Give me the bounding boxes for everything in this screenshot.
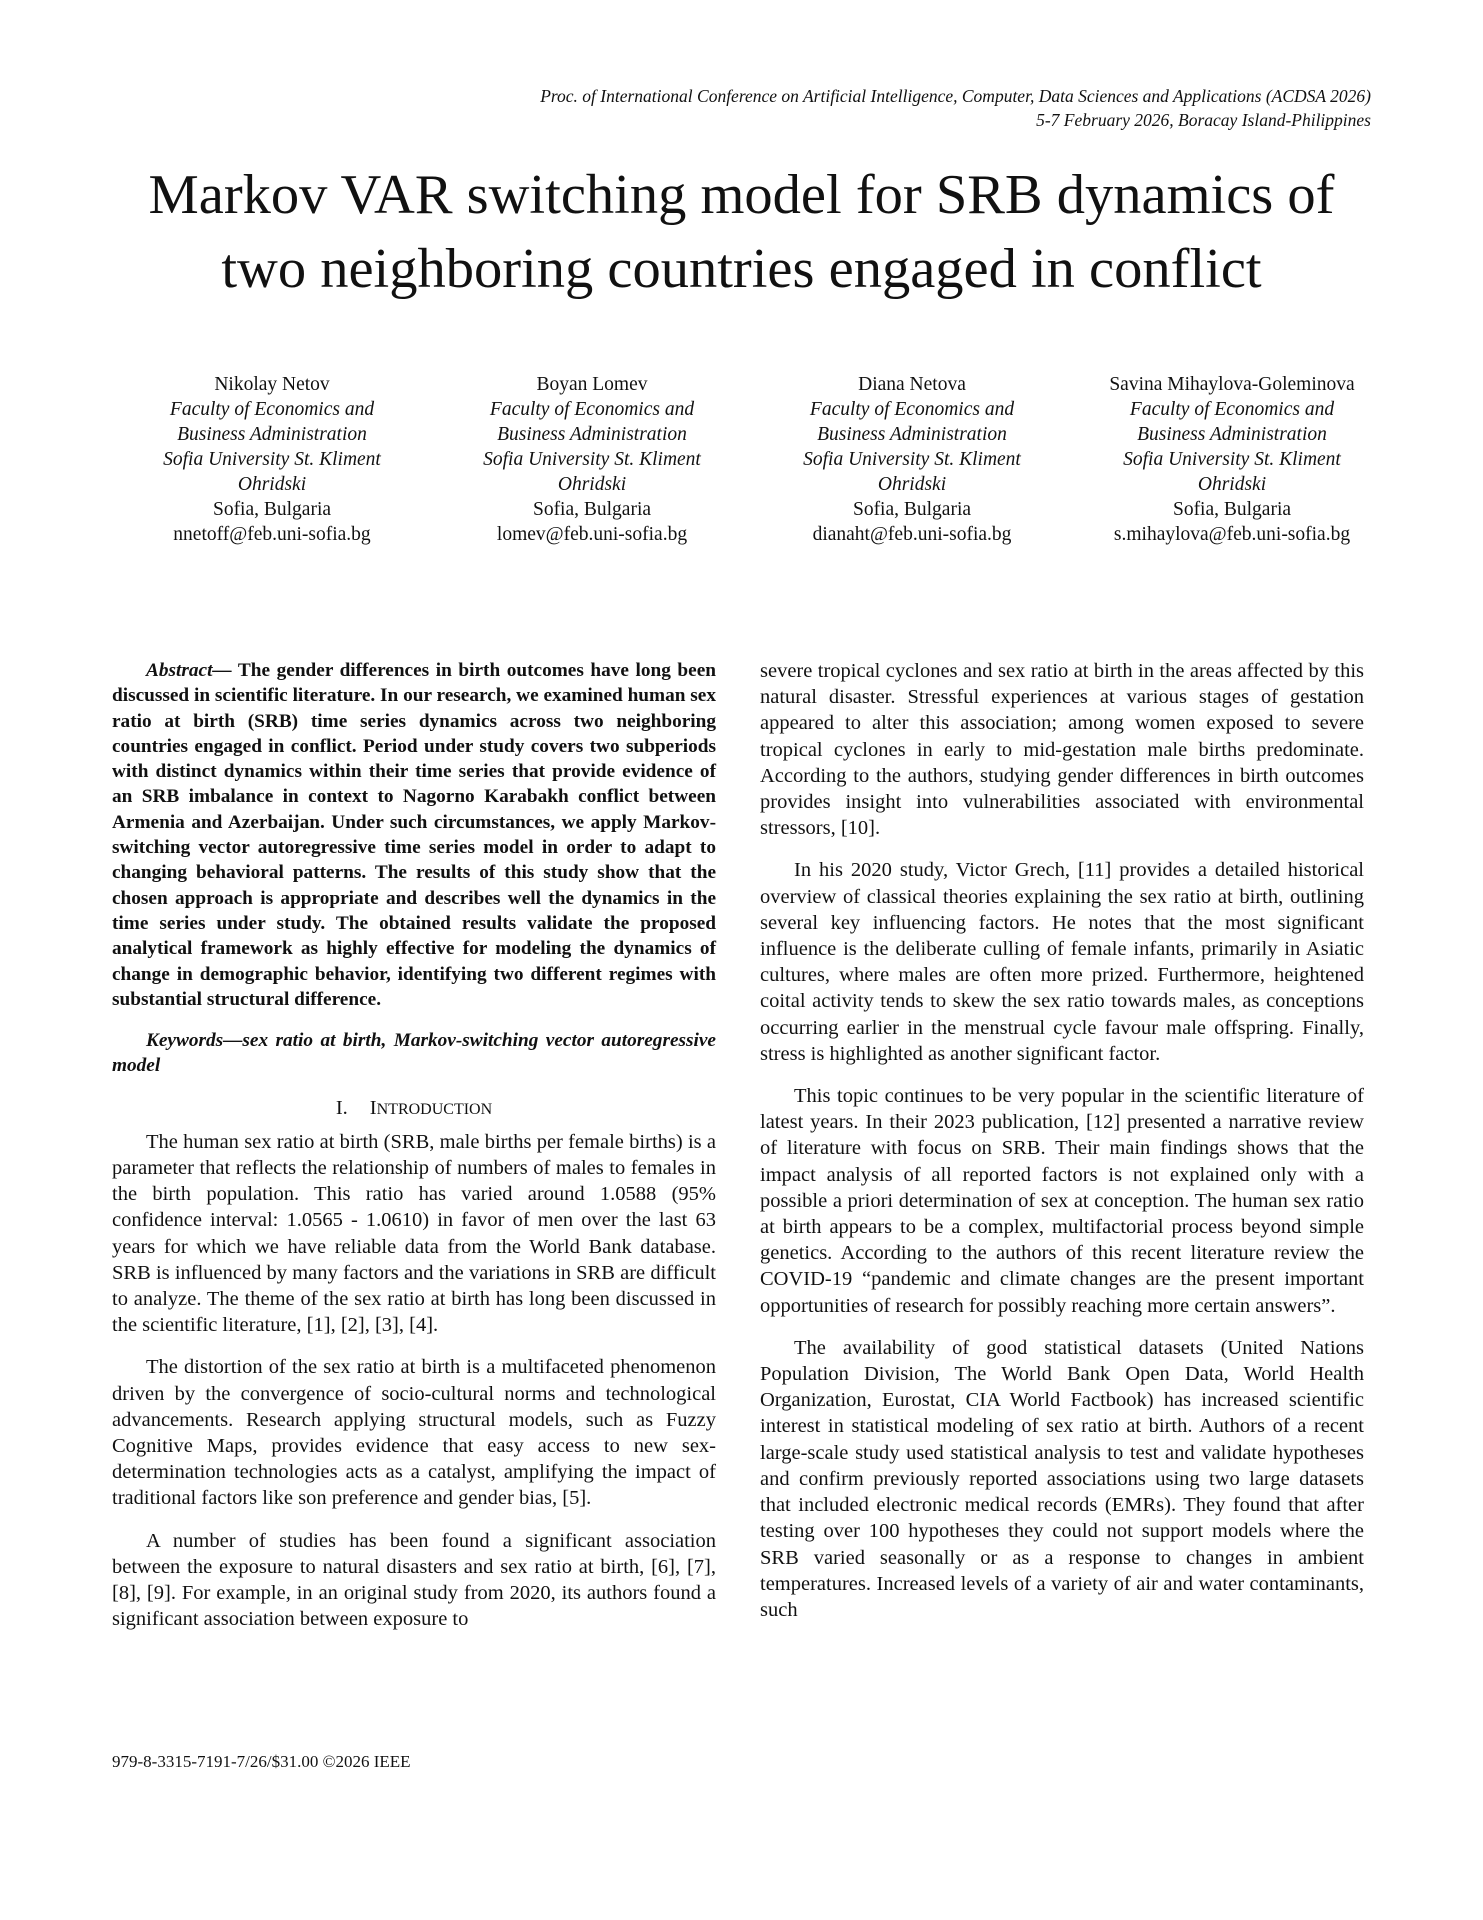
author-block	[112, 372, 1372, 552]
author-affiliation: Faculty of Economics and	[1129, 399, 1335, 420]
section-heading-introduction	[112, 1095, 716, 1123]
author-name: Boyan Lomev	[536, 374, 648, 395]
author-affiliation: Faculty of Economics and	[169, 399, 375, 420]
author-email: dianaht@feb.uni-sofia.bg	[812, 524, 1012, 545]
author-affiliation: Sofia University St. Kliment	[483, 449, 701, 470]
body-paragraph: The human sex ratio at birth (SRB, male births per female births) is a parameter that reflects the relationship of numbers of males to females in the birth population. This ratio has varied around 1.0588 (95% confidence interval: 1.0565 - 1.0610) in favor of men over the last 63 years for which we have reliable data from the World Bank database. SRB is influenced by many factors and the variations in SRB are difficult to analyze. The theme of the sex ratio at birth has long been discussed in the scientific literature, [1], [2], [3], [4].	[112, 1130, 716, 1337]
author-affiliation: Sofia University St. Kliment	[163, 449, 381, 470]
body-paragraph: In his 2020 study, Victor Grech, [11] provides a detailed historical overview of classical theories explaining the sex ratio at birth, outlining several key influencing factors. He notes that the most significant influence is the deliberate culling of female infants, primarily in Asiatic cultures, where males are often more prized. Furthermore, heightened coital activity tends to skew the sex ratio towards males, as conceptions occurring earlier in the menstrual cycle favour male offspring. Finally, stress is highlighted as another significant factor.	[760, 859, 1364, 1065]
author-4	[1072, 372, 1392, 547]
conference-name: Proc. of International Conference on Artificial Intelligence, Computer, Data Sciences and Applications (ACDSA 2026)	[540, 86, 1371, 106]
author-name: Nikolay Netov	[214, 374, 330, 395]
author-affiliation: Sofia University St. Kliment	[803, 449, 1021, 470]
paper-title	[60, 158, 1423, 306]
author-1	[112, 372, 432, 547]
author-affiliation: Business Administration	[497, 424, 687, 445]
body-paragraph: This topic continues to be very popular in the scientific literature of latest years. In their 2023 publication, [12] presented a narrative review of literature with focus on SRB. Their main findings shows that the impact analysis of all reported factors is not explained only with a possible a priori determination of sex at conception. The human sex ratio at birth appears to be a complex, multifactorial process beyond simple genetics. According to the authors of this recent literature review the COVID-19 “pandemic and climate changes are the present important opportunities of research for possibly reaching more certain answers”.	[760, 1085, 1364, 1317]
body-paragraph: The availability of good statistical datasets (United Nations Population Division, The World Bank Open Data, World Health Organization, Eurostat, CIA World Factbook) has increased scientific interest in statistical modeling of sex ratio at birth. Authors of a recent large-scale study used statistical analysis to test and validate hypotheses and confirm previously reported associations using two large datasets that included electronic medical records (EMRs). They found that after testing over 100 hypotheses they could not support models where the SRB varied seasonally or as a response to changes in ambient temperatures. Increased levels of a variety of air and water contaminants, such	[760, 1336, 1364, 1621]
left-column	[112, 658, 716, 1648]
body-paragraph: The distortion of the sex ratio at birth is a multifaceted phenomenon driven by the convergence of socio-cultural norms and technological advancements. Research applying structural models, such as Fuzzy Cognitive Maps, provides evidence that easy access to new sex-determination technologies acts as a catalyst, amplifying the impact of traditional factors like son preference and gender bias, [5].	[112, 1356, 716, 1510]
author-name: Savina Mihaylova-Goleminova	[1109, 374, 1355, 395]
section-title-rest: NTRODUCTION	[376, 1100, 493, 1118]
author-affiliation: Business Administration	[1137, 424, 1327, 445]
author-name: Diana Netova	[858, 374, 966, 395]
copyright-footer: 979-8-3315-7191-7/26/$31.00 ©2026 IEEE	[112, 1752, 411, 1771]
author-email: s.mihaylova@feb.uni-sofia.bg	[1113, 524, 1351, 545]
author-affiliation: Business Administration	[177, 424, 367, 445]
author-location: Sofia, Bulgaria	[852, 499, 972, 520]
section-title-initial: I	[369, 1096, 377, 1119]
body-paragraph: severe tropical cyclones and sex ratio at birth in the areas affected by this natural disaster. Stressful experiences at various stages of gestation appeared to alter this association; among women exposed to severe tropical cyclones in early to mid-gestation male births predominate. According to the authors, studying gender differences in birth outcomes provides insight into vulnerabilities associated with environmental stressors, [10].	[760, 660, 1364, 840]
author-email: lomev@feb.uni-sofia.bg	[496, 524, 688, 545]
section-number: I.	[335, 1096, 348, 1119]
author-location: Sofia, Bulgaria	[532, 499, 652, 520]
right-column	[760, 658, 1364, 1639]
author-email: nnetoff@feb.uni-sofia.bg	[173, 524, 371, 545]
author-affiliation: Ohridski	[557, 474, 627, 495]
author-affiliation: Faculty of Economics and	[489, 399, 695, 420]
author-3	[752, 372, 1072, 547]
abstract-lead: Abstract—	[146, 660, 232, 681]
author-affiliation: Faculty of Economics and	[809, 399, 1015, 420]
author-2	[432, 372, 752, 547]
title-line-1: Markov VAR switching model for SRB dynamics of	[148, 164, 1335, 226]
conference-dates: 5-7 February 2026, Boracay Island-Philippines	[1036, 110, 1371, 130]
author-affiliation: Ohridski	[237, 474, 307, 495]
conference-header	[540, 84, 1371, 132]
body-paragraph: A number of studies has been found a significant association between the exposure to natural disasters and sex ratio at birth, [6], [7], [8], [9]. For example, in an original study from 2020, its authors found a significant association between exposure to	[112, 1529, 716, 1631]
author-location: Sofia, Bulgaria	[1172, 499, 1292, 520]
keywords: Keywords—sex ratio at birth, Markov-switching vector autoregressive model	[112, 1030, 716, 1077]
author-affiliation: Business Administration	[817, 424, 1007, 445]
abstract-text: The gender differences in birth outcomes have long been discussed in scientific literature. In our research, we examined human sex ratio at birth (SRB) time series dynamics across two neighboring countries engaged in conflict. Period under study covers two subperiods with distinct dynamics within their time series that provide evidence of an SRB imbalance in context to Nagorno Karabakh conflict between Armenia and Azerbaijan. Under such circumstances, we apply Markov-switching vector autoregressive time series model in order to adapt to changing behavioral patterns. The results of this study show that the chosen approach is appropriate and describes well the dynamics in the time series under study. The obtained results validate the proposed analytical framework as highly effective for modeling the dynamics of change in demographic behavior, identifying two different regimes with substantial structural difference.	[112, 660, 716, 1010]
author-affiliation: Sofia University St. Kliment	[1123, 449, 1341, 470]
title-line-2: two neighboring countries engaged in conflict	[221, 238, 1262, 300]
author-location: Sofia, Bulgaria	[212, 499, 332, 520]
author-affiliation: Ohridski	[1197, 474, 1267, 495]
abstract	[112, 658, 716, 1012]
author-affiliation: Ohridski	[877, 474, 947, 495]
